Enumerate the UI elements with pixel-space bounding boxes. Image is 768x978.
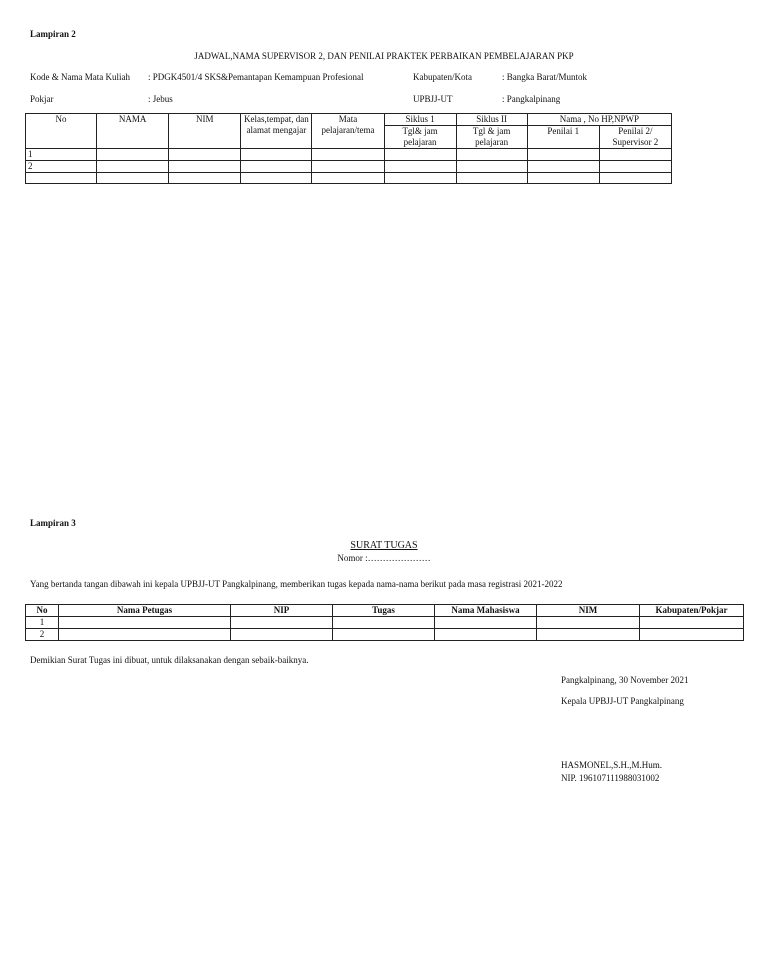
upbjj-label: UPBJJ-UT — [413, 94, 453, 104]
row-number: 1 — [26, 149, 97, 161]
table-row — [26, 617, 744, 629]
header-kelas: Kelas,tempat, dan alamat mengajar — [241, 114, 312, 149]
header-nama-petugas: Nama Petugas — [59, 605, 231, 617]
header-tugas: Tugas — [333, 605, 435, 617]
header-penilai-1: Penilai 1 — [527, 126, 599, 149]
signer-nip: NIP. 196107111988031002 — [561, 773, 660, 783]
header-no: No — [26, 605, 59, 617]
kabupaten-value: : Bangka Barat/Muntok — [502, 72, 587, 82]
kode-value: : PDGK4501/4 SKS&Pemantapan Kemampuan Profesional — [148, 72, 364, 82]
header-siklus-2: Siklus II — [456, 114, 527, 126]
upbjj-value: : Pangkalpinang — [502, 94, 561, 104]
table-row — [26, 173, 672, 184]
signer-name: HASMONEL,S.H.,M.Hum. — [561, 760, 663, 770]
header-kabupaten-pokjar: Kabupaten/Pokjar — [640, 605, 744, 617]
row-number: 2 — [26, 629, 59, 641]
schedule-table — [25, 113, 672, 184]
row-number: 2 — [26, 161, 97, 173]
table-row — [26, 161, 672, 173]
table-row — [26, 629, 744, 641]
header-nim: NIM — [537, 605, 640, 617]
pokjar-value: : Jebus — [148, 94, 173, 104]
kabupaten-label: Kabupaten/Kota — [413, 72, 472, 82]
place-date: Pangkalpinang, 30 November 2021 — [561, 675, 689, 685]
header-nama-hp-npwp: Nama , No HP,NPWP — [527, 114, 671, 126]
row-number: 1 — [26, 617, 59, 629]
header-nip: NIP — [231, 605, 333, 617]
pokjar-label: Pokjar — [30, 94, 54, 104]
assignment-table — [25, 604, 744, 641]
table-row — [26, 149, 672, 161]
schedule-title: JADWAL,NAMA SUPERVISOR 2, DAN PENILAI PRAKTEK PERBAIKAN PEMBELAJARAN PKP — [194, 51, 574, 61]
row-number — [26, 173, 97, 184]
lampiran-3-label: Lampiran 3 — [30, 518, 76, 528]
header-siklus-1: Siklus 1 — [384, 114, 456, 126]
closing-paragraph: Demikian Surat Tugas ini dibuat, untuk dilaksanakan dengan sebaik-baiknya. — [30, 655, 309, 665]
header-no: No — [26, 114, 97, 149]
signer-position: Kepala UPBJJ-UT Pangkalpinang — [561, 696, 684, 706]
nomor-line: Nomor :………………… — [337, 553, 431, 563]
header-nama-mahasiswa: Nama Mahasiswa — [435, 605, 537, 617]
surat-tugas-title: SURAT TUGAS — [350, 540, 418, 551]
lampiran-2-label: Lampiran 2 — [30, 29, 76, 39]
header-mata-pelajaran: Mata pelajaran/tema — [312, 114, 384, 149]
header-penilai-2: Penilai 2/ Supervisor 2 — [599, 126, 671, 149]
header-tgl-jam-1: Tgl& jam pelajaran — [384, 126, 456, 149]
intro-paragraph: Yang bertanda tangan dibawah ini kepala UPBJJ-UT Pangkalpinang, memberikan tugas kepada nama-nama berikut pada masa registrasi 2021-2022 — [30, 579, 563, 589]
kode-label: Kode & Nama Mata Kuliah — [30, 72, 130, 82]
header-nim: NIM — [169, 114, 241, 149]
header-nama: NAMA — [97, 114, 169, 149]
header-tgl-jam-2: Tgl & jam pelajaran — [456, 126, 527, 149]
